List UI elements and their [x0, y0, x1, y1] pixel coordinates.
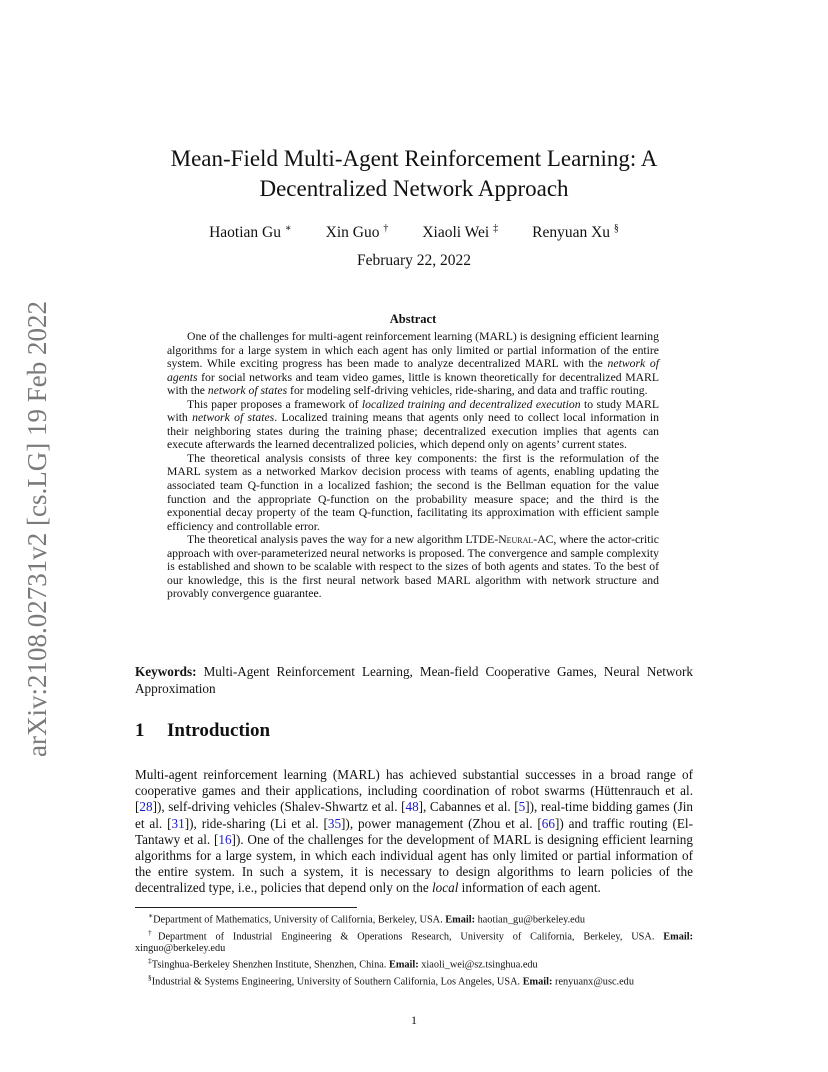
citation-link[interactable]: 66 [541, 815, 555, 831]
footnote: ∗Department of Mathematics, University of California, Berkeley, USA. Email: haotian_gu@berkeley.edu [148, 911, 586, 926]
email-address: xinguo@berkeley.edu [135, 943, 226, 955]
publication-date: February 22, 2022 [356, 252, 472, 269]
emphasis: local [431, 880, 459, 896]
citation-link[interactable]: 5 [518, 799, 526, 815]
section-number: 1 [135, 720, 145, 741]
keywords [135, 664, 693, 697]
emphasis: network of states [192, 411, 275, 425]
citation-link[interactable]: 48 [405, 799, 419, 815]
email-address: renyuanx@usc.edu [552, 976, 634, 988]
affiliation-mark: ∗ [284, 223, 292, 234]
footnote: †Department of Industrial Engineering & Operations Research, University of California, Berkeley, USA. Email: xinguo@berkeley.edu [135, 927, 694, 955]
citation-link[interactable]: 16 [218, 831, 232, 847]
section-heading [135, 718, 693, 744]
keywords-label: Keywords: [135, 664, 197, 679]
footnote: §Industrial & Systems Engineering, University of Southern California, Los Angeles, USA. Email: renyuanx@usc.edu [148, 973, 634, 988]
abstract-paragraph-3: The theoretical analysis consists of three key components: the first is the reformulation of the MARL system as a networked Markov decision process with teams of agents, enabling updating the associated team Q-function in a localized fashion; the second is the Bellman equation for the value function and the appropriate Q-function on the probability measure space; and the third is the exponential decay property of the team Q-function, facilitating its approximation with efficient sample efficiency and controllable error. [167, 451, 659, 533]
footnotes [135, 910, 693, 989]
email-address: haotian_gu@berkeley.edu [475, 914, 586, 926]
abstract-paragraph-1: One of the challenges for multi-agent reinforcement learning (MARL) is designing efficient learning algorithms for a large system in which each agent has only limited or partial information of the entire system. While exciting progress has been made to analyze decentralized MARL with the network of agents for social networks and team video games, little is known theoretically for decentralized MARL with the network of states for modeling self-driving vehicles, ride-sharing, and data and traffic routing. [167, 330, 659, 398]
author-gu [209, 219, 292, 243]
footnote: ‡Tsinghua-Berkeley Shenzhen Institute, Shenzhen, China. Email: xiaoli_wei@sz.tsinghua.edu [148, 956, 538, 971]
page-number: 1 [411, 1013, 417, 1027]
author-name: Haotian Gu [209, 224, 281, 242]
emphasis: network of states [207, 384, 288, 398]
affiliation-mark: ‡ [493, 223, 499, 234]
author-name: Renyuan Xu [532, 224, 611, 242]
section-title: Introduction [167, 720, 271, 741]
abstract-paragraph-2: This paper proposes a framework of localized training and decentralized execution to study MARL with network of states. Localized training means that agents only need to collect local information in their neighboring states during the training phase; decentralized execution implies that agents can execute afterwards the learned decentralized policies, which depend only on agents’ current states. [167, 397, 659, 452]
paper-title: Mean-Field Multi-Agent Reinforcement Learning: A Decentralized Network Approach [170, 146, 658, 201]
citation-link[interactable]: 28 [139, 799, 153, 815]
abstract-body [167, 330, 659, 601]
abstract-heading: Abstract [389, 312, 437, 326]
abstract-paragraph-4: The theoretical analysis paves the way for a new algorithm LTDE-Neural-AC, where the actor-critic approach with over-parameterized neural networks is proposed. The convergence and sample complexity is established and shown to be scalable with respect to the sizes of both agents and states. To the best of our knowledge, this is the first neural network based MARL algorithm with network structure and provably convergence guarantee. [167, 533, 659, 601]
emphasis: localized training and decentralized execution [361, 397, 581, 411]
footnote-rule [135, 907, 357, 908]
author-xu [532, 219, 619, 243]
arxiv-identifier-stamp: arXiv:2108.02731v2 [cs.LG] 19 Feb 2022 [22, 301, 52, 757]
author-name: Xin Guo [325, 224, 380, 242]
author-wei [422, 219, 498, 243]
citation-link[interactable]: 31 [171, 815, 185, 831]
affiliation-mark: † [383, 223, 389, 234]
affiliation-mark: § [613, 223, 619, 234]
author-list [135, 219, 693, 243]
author-name: Xiaoli Wei [422, 224, 490, 242]
keywords-text: Multi-Agent Reinforcement Learning, Mean-field Cooperative Games, Neural Network Approximation [135, 664, 693, 696]
citation-link[interactable]: 35 [327, 815, 342, 831]
introduction-paragraph: Multi-agent reinforcement learning (MARL) has achieved substantial successes in a broad range of cooperative games and their applications, including coordination of robot swarms (Hüttenrauch et al. [28]), self-driving vehicles (Shalev-Shwartz et al. [48], Cabannes et al. [5]), real-time bidding games (Jin et al. [31]), ride-sharing (Li et al. [35]), power management (Zhou et al. [66]) and traffic routing (El-Tantawy et al. [16]). One of the challenges for the development of MARL is designing efficient learning algorithms for a large system, in which each individual agent has only limited or partial information of the entire system. In such a system, it is necessary to design algorithms to learn policies of the decentralized type, i.e., policies that depend only on the local information of each agent. [135, 767, 693, 896]
email-address: xiaoli_wei@sz.tsinghua.edu [418, 959, 538, 971]
algorithm-name-smallcaps: Neural [498, 533, 534, 547]
author-guo [326, 219, 389, 243]
emphasis: network of agents [167, 357, 659, 384]
